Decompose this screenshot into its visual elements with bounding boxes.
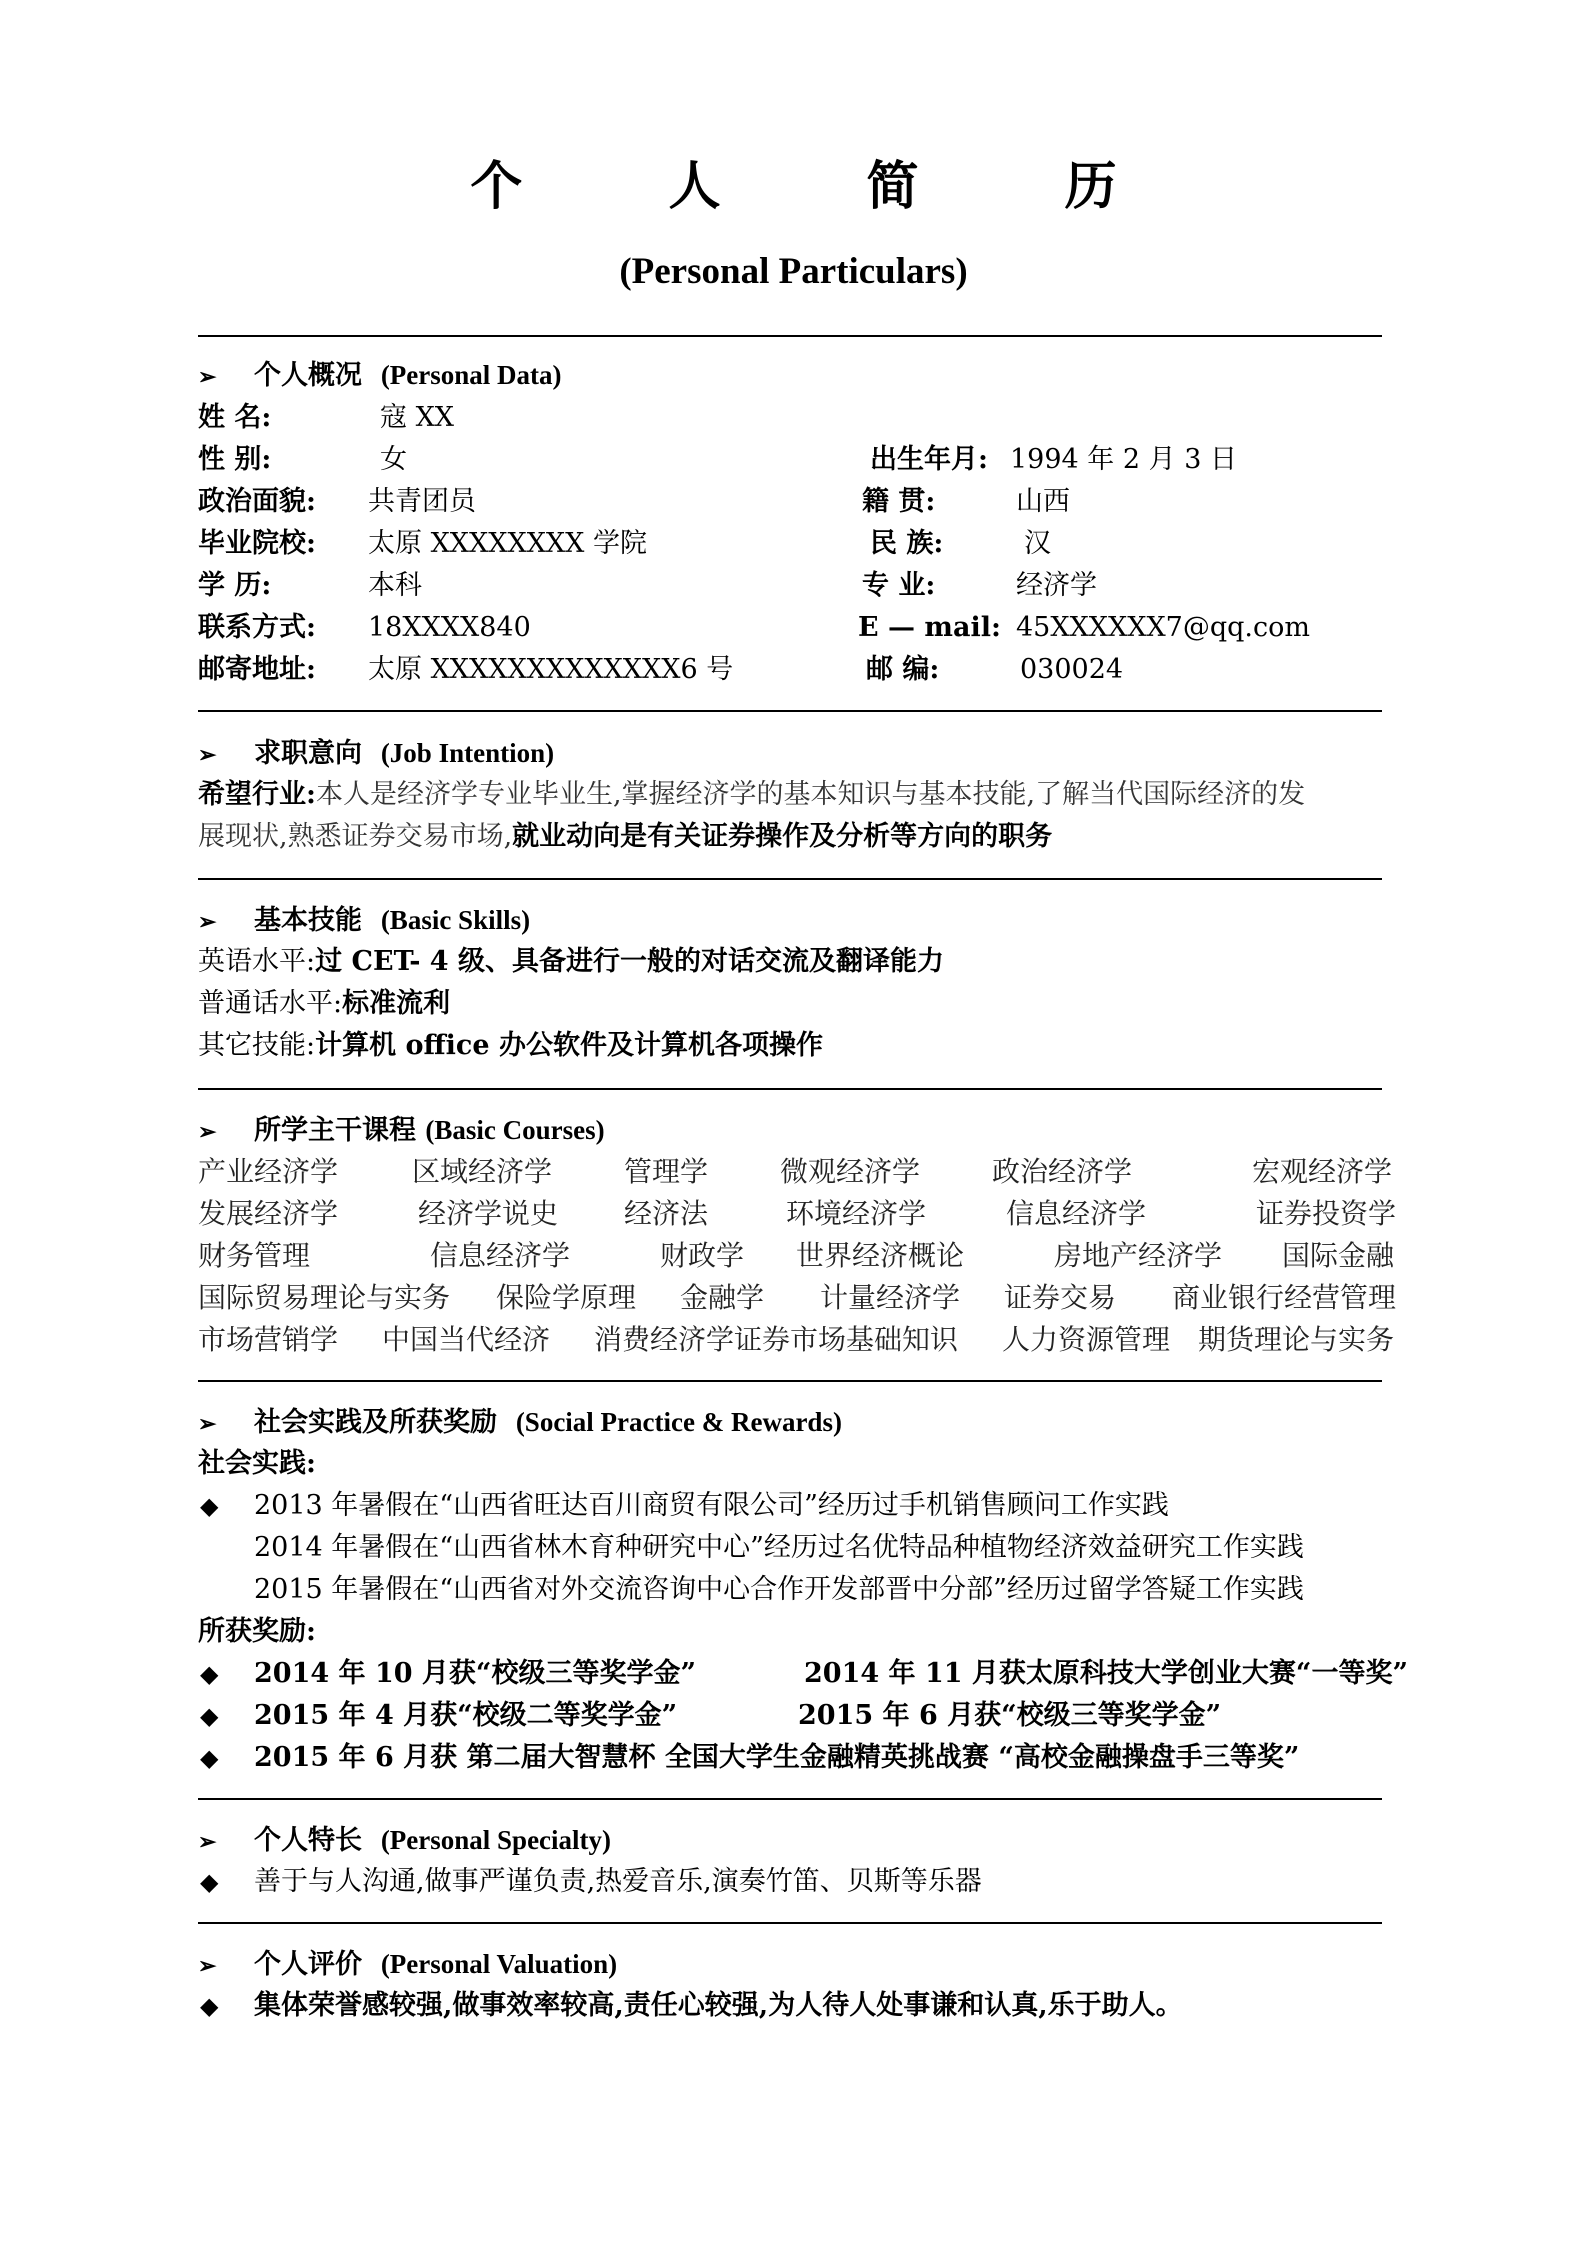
section-title-en: (Personal Data) [380, 360, 562, 390]
school-label: 毕业院校: [198, 528, 316, 559]
specialty-item: 善于与人沟通,做事严谨负责,热爱音乐,演奏竹笛、贝斯等乐器 [254, 1866, 982, 1897]
email-value: 45XXXXXX7@qq.com [1016, 612, 1310, 643]
diamond-bullet-icon: ◆ [200, 1744, 219, 1772]
gender-label: 性 别: [198, 444, 272, 475]
course-item: 保险学原理 [496, 1281, 637, 1314]
degree-label: 学 历: [198, 570, 272, 601]
birth-label: 出生年月: [870, 444, 988, 475]
job-text: 本人是经济学专业毕业生,掌握经济学的基本知识与基本技能,了解当代国际经济的发 [315, 779, 1306, 810]
section-title-en: (Job Intention) [380, 738, 555, 768]
job-line-2 [198, 817, 1052, 857]
course-item: 人力资源管理 [1002, 1323, 1171, 1356]
arrow-icon: ➢ [198, 742, 217, 768]
skill-value: 标准流利 [342, 988, 451, 1019]
course-item: 消费经济学证券市场基础知识 [594, 1323, 959, 1356]
section-title-en: (Basic Courses) [425, 1115, 605, 1145]
section-personal-heading [198, 355, 562, 397]
award-item: 2015 年 6 月获“校级三等奖学金” [798, 1700, 1222, 1731]
skill-label: 英语水平: [198, 946, 316, 977]
contact-label: 联系方式: [198, 612, 316, 643]
divider [198, 335, 1382, 337]
course-item: 世界经济概论 [796, 1239, 965, 1272]
divider [198, 1922, 1382, 1924]
job-direction: 就业动向是有关证券操作及分析等方向的职务 [512, 821, 1053, 852]
section-title-cn: 基本技能 [254, 905, 362, 936]
section-specialty-heading [198, 1820, 611, 1862]
divider [198, 1088, 1382, 1090]
diamond-bullet-icon: ◆ [200, 1702, 219, 1730]
skill-mandarin [198, 984, 450, 1024]
award-item: 2015 年 4 月获“校级二等奖学金” [254, 1700, 678, 1731]
arrow-icon: ➢ [198, 1953, 217, 1979]
name-label: 姓 名: [198, 402, 272, 433]
ethnic-label: 民 族: [870, 528, 944, 559]
section-title-cn: 个人评价 [254, 1949, 362, 1980]
job-text: 展现状,熟悉证券交易市场, [198, 821, 513, 852]
section-title-cn: 所学主干课程 [254, 1115, 416, 1146]
course-item: 区域经济学 [412, 1155, 553, 1188]
address-label: 邮寄地址: [198, 654, 316, 685]
valuation-item: 集体荣誉感较强,做事效率较高,责任心较强,为人待人处事谦和认真,乐于助人。 [254, 1990, 1183, 2021]
section-job-heading [198, 733, 554, 775]
section-valuation-heading [198, 1944, 617, 1986]
native-value: 山西 [1016, 486, 1070, 517]
page-subtitle: (Personal Particulars) [619, 251, 968, 292]
politics-value: 共青团员 [368, 486, 476, 517]
skill-label: 普通话水平: [198, 988, 343, 1019]
course-item: 信息经济学 [1006, 1197, 1147, 1230]
practice-item: 2013 年暑假在“山西省旺达百川商贸有限公司”经历过手机销售顾问工作实践 [254, 1490, 1169, 1521]
course-item: 财务管理 [198, 1239, 311, 1272]
address-value: 太原 XXXXXXXXXXXXX6 号 [368, 654, 734, 685]
course-item: 证券交易 [1004, 1281, 1117, 1314]
diamond-bullet-icon: ◆ [200, 1660, 219, 1688]
email-label: E — mail: [858, 612, 1001, 643]
diamond-bullet-icon: ◆ [200, 1492, 219, 1520]
course-item: 发展经济学 [198, 1197, 339, 1230]
course-item: 微观经济学 [780, 1155, 921, 1188]
job-line-1 [198, 775, 1305, 815]
job-label: 希望行业: [198, 779, 316, 810]
course-item: 中国当代经济 [382, 1323, 551, 1356]
section-title-en: (Basic Skills) [380, 905, 531, 935]
section-title-cn: 社会实践及所获奖励 [254, 1407, 497, 1438]
page-title: 个 人 简 历 [470, 156, 1181, 217]
award-item: 2014 年 11 月获太原科技大学创业大赛“一等奖” [804, 1658, 1408, 1689]
awards-label: 所获奖励: [198, 1616, 316, 1647]
course-item: 经济学说史 [418, 1197, 559, 1230]
section-skills-heading [198, 900, 530, 942]
course-item: 国际金融 [1282, 1239, 1395, 1272]
birth-value: 1994 年 2 月 3 日 [1010, 444, 1237, 475]
degree-value: 本科 [368, 570, 422, 601]
section-title-en: (Personal Valuation) [380, 1949, 618, 1979]
major-value: 经济学 [1016, 570, 1097, 601]
course-item: 国际贸易理论与实务 [198, 1281, 451, 1314]
arrow-icon: ➢ [198, 1411, 217, 1437]
course-item: 政治经济学 [992, 1155, 1133, 1188]
postcode-label: 邮 编: [866, 654, 940, 685]
section-courses-heading [198, 1110, 605, 1152]
course-item: 宏观经济学 [1252, 1155, 1393, 1188]
diamond-bullet-icon: ◆ [200, 1992, 219, 2020]
arrow-icon: ➢ [198, 909, 217, 935]
award-item: 2015 年 6 月获 第二届大智慧杯 全国大学生金融精英挑战赛 “高校金融操盘手三等奖” [254, 1742, 1300, 1773]
course-item: 房地产经济学 [1054, 1239, 1223, 1272]
course-item: 商业银行经营管理 [1172, 1281, 1397, 1314]
award-item: 2014 年 10 月获“校级三等奖学金” [254, 1658, 696, 1689]
skill-value: 过 CET- 4 级、具备进行一般的对话交流及翻译能力 [315, 946, 944, 977]
divider [198, 1380, 1382, 1382]
course-item: 信息经济学 [430, 1239, 571, 1272]
section-title-en: (Social Practice & Rewards) [515, 1407, 842, 1437]
skill-label: 其它技能: [198, 1030, 316, 1061]
course-item: 财政学 [660, 1239, 745, 1272]
school-value: 太原 XXXXXXXX 学院 [368, 528, 647, 559]
course-item: 市场营销学 [198, 1323, 339, 1356]
course-item: 产业经济学 [198, 1155, 339, 1188]
contact-value: 18XXXX840 [368, 612, 531, 643]
course-item: 金融学 [680, 1281, 765, 1314]
name-value: 寇 XX [380, 402, 455, 433]
practice-label: 社会实践: [198, 1448, 316, 1479]
section-practice-heading [198, 1402, 842, 1444]
politics-label: 政治面貌: [198, 486, 316, 517]
practice-item: 2014 年暑假在“山西省林木育种研究中心”经历过名优特品种植物经济效益研究工作实践 [254, 1532, 1304, 1563]
course-item: 经济法 [624, 1197, 709, 1230]
practice-item: 2015 年暑假在“山西省对外交流咨询中心合作开发部晋中分部”经历过留学答疑工作实践 [254, 1574, 1304, 1605]
postcode-value: 030024 [1020, 654, 1124, 685]
arrow-icon: ➢ [198, 1829, 217, 1855]
course-item: 期货理论与实务 [1198, 1323, 1395, 1356]
native-label: 籍 贯: [862, 486, 936, 517]
skill-other [198, 1026, 823, 1066]
arrow-icon: ➢ [198, 1119, 217, 1145]
section-title-en: (Personal Specialty) [380, 1825, 612, 1855]
skill-english [198, 942, 944, 982]
ethnic-value: 汉 [1024, 528, 1051, 559]
gender-value: 女 [380, 444, 407, 475]
skill-value: 计算机 office 办公软件及计算机各项操作 [315, 1030, 823, 1061]
divider [198, 1798, 1382, 1800]
major-label: 专 业: [862, 570, 936, 601]
section-title-cn: 个人概况 [254, 360, 362, 391]
section-title-cn: 求职意向 [254, 738, 362, 769]
diamond-bullet-icon: ◆ [200, 1868, 219, 1896]
section-title-cn: 个人特长 [254, 1825, 362, 1856]
course-item: 证券投资学 [1256, 1197, 1397, 1230]
course-item: 管理学 [624, 1155, 709, 1188]
divider [198, 710, 1382, 712]
divider [198, 878, 1382, 880]
course-item: 环境经济学 [786, 1197, 927, 1230]
course-item: 计量经济学 [820, 1281, 961, 1314]
arrow-icon: ➢ [198, 364, 217, 390]
